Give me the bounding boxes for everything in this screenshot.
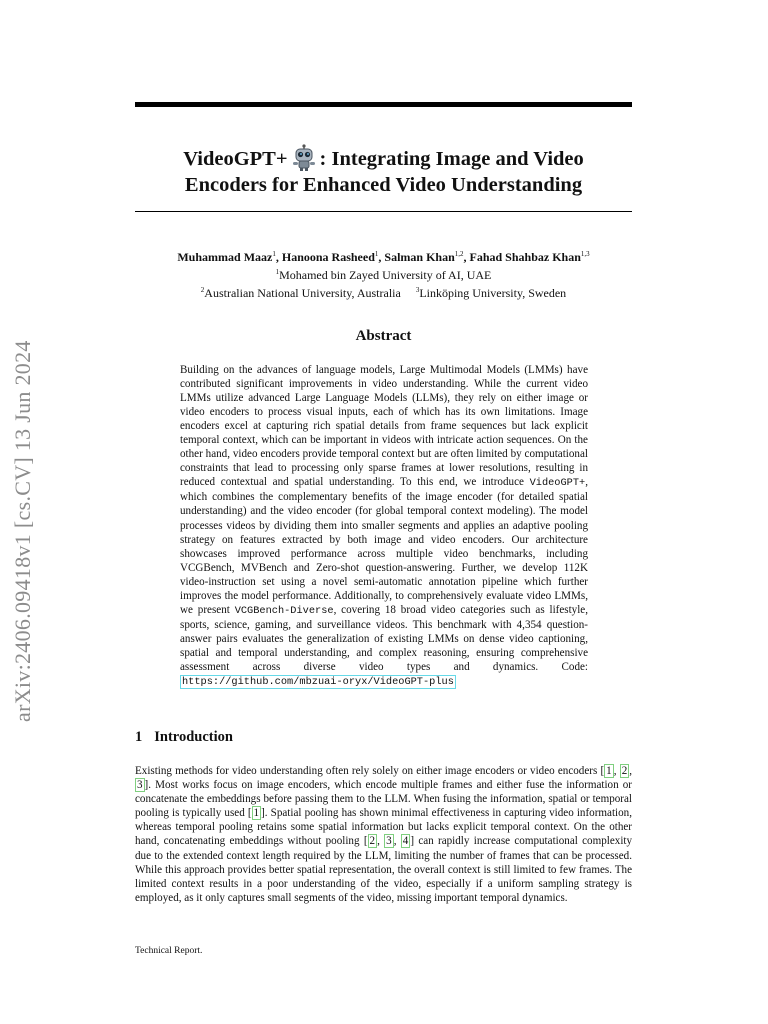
intro-text-4: can rapidly increase computational complexity due to the extended context length required by the LLM, limiting the number of frames that can be processed. While this approach provides better spatial representation, the overall context is still limited to few frames. The limited context results in a poor understanding of the video, especially if a uniform sampling strategy is employed, as it only captures small segments of the video, missing important temporal dynamics. xyxy=(135,835,633,904)
author-3-sup: 1,2 xyxy=(454,250,464,258)
author-1: Muhammad Maaz xyxy=(177,250,273,264)
abstract-text-2: , which combines the complementary benefits of the image encoder (for detailed spatial understanding) and the video encoder (for global temporal context modeling). The model processes videos by dividing them into smaller segments and applies an adaptive pooling strategy on features extracted by both image and video encoders. Our architecture showcases improved performance across multiple video benchmarks, including VCGBench, MVBench and Zero-shot question-answering. Further, we develop 112K video-instruction set using a novel semi-automatic annotation pipeline which further improves the model performance. Additionally, to comprehensively evaluate video LMMs, we present xyxy=(180,476,588,616)
citation-link[interactable]: 3 xyxy=(137,779,143,792)
benchmark-name: VCGBench-Diverse xyxy=(234,604,334,617)
affiliation-1: Mohamed bin Zayed University of AI, UAE xyxy=(279,268,492,282)
abstract-text-1: Building on the advances of language models, Large Multimodal Models (LMMs) have contributed significant improvements in video understanding. While the current video LMMs utilize advanced Large Language Models (LLMs), they rely on either image or video encoders to process visual inputs, each of which has its own limitations. Image encoders excel at capturing rich spatial details from frame sequences but lack explicit temporal context, which can be important in videos with intricate action sequences. On the other hand, video encoders provide temporal context but are often limited by computational constraints that lead to processing only sparse frames at lower resolutions, resulting in reduced contextual and spatial understanding. To this end, we introduce xyxy=(180,364,588,489)
citation-link[interactable]: 2 xyxy=(369,835,376,848)
abstract-heading: Abstract xyxy=(355,328,412,344)
model-name: VideoGPT+ xyxy=(529,477,586,490)
section-title: Introduction xyxy=(154,729,233,745)
paper-title xyxy=(135,142,632,198)
citation-link[interactable]: 1 xyxy=(253,807,260,820)
title-line2: Encoders for Enhanced Video Understanding xyxy=(184,174,583,196)
affiliation-1-sup: 1 xyxy=(275,268,280,276)
citation-link[interactable]: 4 xyxy=(402,835,409,848)
author-block xyxy=(135,247,632,301)
citation-link[interactable]: 1 xyxy=(606,765,612,777)
section-heading xyxy=(135,729,233,746)
intro-text-2: . Most works focus on image encoders, which encode multiple frames and either fuse the information or concatenate the embeddings before passing them to the LLM. When fusing the information, spatial or temporal pooling is typically used xyxy=(135,779,632,820)
code-link[interactable]: https://github.com/mbzuai-oryx/VideoGPT-plus xyxy=(182,676,454,689)
citation-link[interactable]: 3 xyxy=(386,835,392,848)
title-top-rule xyxy=(135,102,632,107)
author-4: Fahad Shahbaz Khan xyxy=(469,250,581,264)
intro-paragraph: Existing methods for video understanding often rely solely on either image encoders or video encoders [ 1 , 2 , 3 ]. Most works focus on image encoders, which encode multiple frames and either fuse the information or concatenate the embeddings before passing them to the LLM. When fusing the information, spatial or temporal pooling is typically used [ 1 ]. Spatial pooling has shown minimal effectiveness in capturing video information, whereas temporal pooling retains some spatial information but lacks explicit temporal context. On the other hand, concatenating embeddings without pooling [ 2 , 3 , 4 ] can rapidly increase computational complexity due to the extended context length required by the LLM, limiting the number of frames that can be processed. While this approach provides better spatial representation, the overall context is still limited to few frames. The limited context results in a poor understanding of the video, especially if a uniform sampling strategy is employed, as it only captures small segments of the video, missing important temporal dynamics. xyxy=(135,765,633,904)
author-2: Hanoona Rasheed xyxy=(281,250,375,264)
citation-link[interactable]: 2 xyxy=(621,765,628,777)
abstract-paragraph xyxy=(180,363,588,689)
affiliation-2-sup: 2 xyxy=(200,286,205,294)
abstract-text-3: , covering 18 broad video categories such as lifestyle, sports, science, gaming, and surveillance videos. This benchmark with 4,354 question-answer pairs evaluates the generalization of existing LMMs on dense video captioning, spatial and temporal understanding, and complex reasoning, ensuring comprehensive assessment across diverse video types and dynamics. Code: xyxy=(180,603,588,673)
author-3: Salman Khan xyxy=(384,250,455,264)
affiliation-3-sup: 3 xyxy=(415,286,420,294)
affiliation-3: Linköping University, Sweden xyxy=(419,286,567,300)
author-2-sup: 1 xyxy=(374,250,379,258)
title-line1-start: VideoGPT+ xyxy=(183,148,288,170)
affiliation-1-line xyxy=(135,265,632,283)
intro-text-1: Existing methods for video understanding often rely solely on either image encoders or video encoders xyxy=(135,765,598,777)
affiliation-2-3-line xyxy=(135,283,632,301)
author-1-sup: 1 xyxy=(272,250,276,258)
abstract-body xyxy=(180,363,588,689)
author-4-sup: 1,3 xyxy=(580,250,590,258)
arxiv-identifier: arXiv:2406.09418v1 [cs.CV] 13 Jun 2024 xyxy=(10,340,35,722)
intro-text-3: . Spatial pooling has shown minimal effectiveness in capturing video information, whereas temporal pooling retains some spatial information but lacks explicit temporal context. On the other hand, concatenating embeddings without pooling xyxy=(135,807,632,848)
footer-note: Technical Report. xyxy=(135,946,203,956)
author-names: Muhammad Maaz$^1$, Hanoona Rasheed$^1$, Salman Khan$^{1,2}$, Fahad Shahbaz Khan$^{1,3}$ xyxy=(177,250,590,264)
affiliation-2: Australian National University, Australia xyxy=(204,286,401,300)
robot-icon xyxy=(289,142,319,172)
section-number: 1 xyxy=(135,729,143,745)
intro-body xyxy=(135,764,632,905)
title-line1-end: : Integrating Image and Video xyxy=(319,148,584,170)
title-bottom-rule xyxy=(135,211,632,212)
